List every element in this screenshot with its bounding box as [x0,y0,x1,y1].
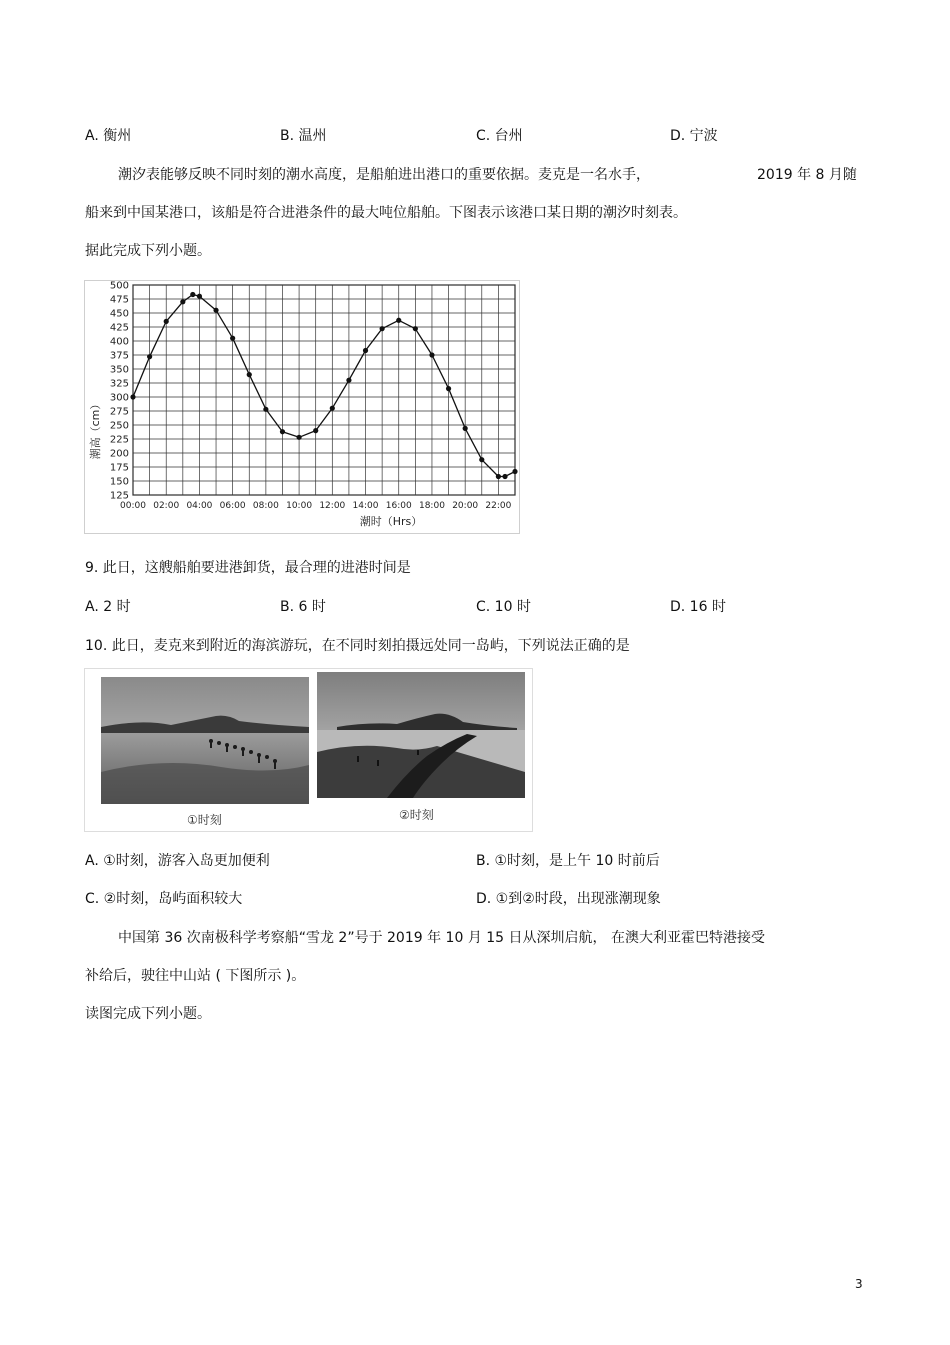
tide-series-line [133,295,515,477]
intro-line-1-year: 2019 年 8 月随 [757,167,857,183]
tide-chart-frame [84,280,520,534]
y-tick-label: 450 [109,308,129,320]
tide-data-point [280,429,285,434]
y-tick-label: 325 [109,378,129,390]
tide-data-point [463,426,468,431]
tide-data-point [230,336,235,341]
island-photo-2 [317,672,525,798]
tide-data-point [147,354,152,359]
intro2-line-1: 中国第 36 次南极科学考察船“雪龙 2”号于 2019 年 10 月 15 日从深圳启航， 在澳大利亚霍巴特港接受 [118,930,765,946]
y-tick-label: 175 [109,462,129,474]
x-tick-label: 14:00 [352,501,379,511]
tide-data-point [429,352,434,357]
tide-data-point [190,292,195,297]
tide-data-point [164,319,169,324]
intro2-line-3: 读图完成下列小题。 [85,1006,211,1022]
plot-frame [133,285,515,495]
tide-data-point [380,326,385,331]
q8-option-b: B. 温州 [280,128,327,144]
q8-option-c: C. 台州 [476,128,523,144]
x-tick-label: 10:00 [286,501,313,511]
y-tick-label: 225 [109,434,129,446]
q10-option-c: C. ②时刻，岛屿面积较大 [85,891,243,907]
y-tick-label: 500 [109,281,129,292]
y-tick-label: 200 [109,448,129,460]
y-tick-label: 425 [109,322,129,334]
tide-data-point [479,457,484,462]
tide-data-point [313,428,318,433]
tide-data-point [213,308,218,313]
x-axis-label: 潮时（Hrs） [359,515,423,528]
x-tick-label: 16:00 [385,501,412,511]
tide-data-point [346,378,351,383]
x-tick-label: 04:00 [186,501,213,511]
y-tick-label: 350 [109,364,129,376]
q8-option-a: A. 衡州 [85,128,132,144]
page-number: 3 [855,1277,863,1291]
x-tick-label: 00:00 [120,501,146,511]
tide-data-point [396,318,401,323]
tide-data-point [330,406,335,411]
tide-data-point [413,326,418,331]
tide-data-point [496,474,501,479]
q9-option-d: D. 16 时 [670,599,726,615]
y-tick-label: 300 [109,392,129,404]
q10-option-d: D. ①到②时段，出现涨潮现象 [476,891,661,907]
tide-chart [85,281,519,533]
y-tick-label: 475 [109,294,129,306]
tide-data-point [130,394,135,399]
x-tick-label: 08:00 [252,501,279,511]
q8-option-d: D. 宁波 [670,128,718,144]
tide-data-point [296,435,301,440]
intro-line-2: 船来到中国某港口，该船是符合进港条件的最大吨位船舶。下图表示该港口某日期的潮汐时刻表。 [85,205,687,221]
tide-data-point [502,474,507,479]
q9-stem: 9. 此日，这艘船舶要进港卸货，最合理的进港时间是 [85,560,411,576]
x-tick-label: 02:00 [153,501,180,511]
tide-data-point [446,386,451,391]
q10-option-b: B. ①时刻，是上午 10 时前后 [476,853,660,869]
q10-option-a: A. ①时刻，游客入岛更加便利 [85,853,270,869]
q10-stem: 10. 此日，麦克来到附近的海滨游玩，在不同时刻拍摄远处同一岛屿，下列说法正确的是 [85,638,630,654]
y-tick-label: 125 [109,490,129,502]
tide-data-point [512,469,517,474]
y-axis-label: 潮高（cm） [89,398,102,460]
tide-data-point [263,407,268,412]
y-tick-label: 375 [109,350,129,362]
island-photo-1 [101,677,309,804]
tide-data-point [180,299,185,304]
intro-line-3: 据此完成下列小题。 [85,243,211,259]
intro2-line-2: 补给后，驶往中山站 ( 下图所示 )。 [85,968,306,984]
tide-data-point [363,348,368,353]
x-tick-label: 20:00 [452,501,479,511]
x-tick-label: 22:00 [485,501,512,511]
q9-option-a: A. 2 时 [85,599,131,615]
tide-data-point [197,294,202,299]
q9-option-b: B. 6 时 [280,599,326,615]
q9-option-c: C. 10 时 [476,599,531,615]
photo-1-caption: ①时刻 [187,813,222,827]
y-tick-label: 250 [109,420,129,432]
x-tick-label: 12:00 [319,501,346,511]
x-tick-label: 18:00 [418,501,445,511]
tide-data-point [247,372,252,377]
intro-line-1: 潮汐表能够反映不同时刻的潮水高度，是船舶进出港口的重要依据。麦克是一名水手， [118,167,650,183]
y-tick-label: 150 [109,476,129,488]
x-tick-label: 06:00 [219,501,246,511]
photo-2-caption: ②时刻 [399,808,434,822]
y-tick-label: 275 [109,406,129,418]
y-tick-label: 400 [109,336,129,348]
island-photos-frame [84,668,533,832]
